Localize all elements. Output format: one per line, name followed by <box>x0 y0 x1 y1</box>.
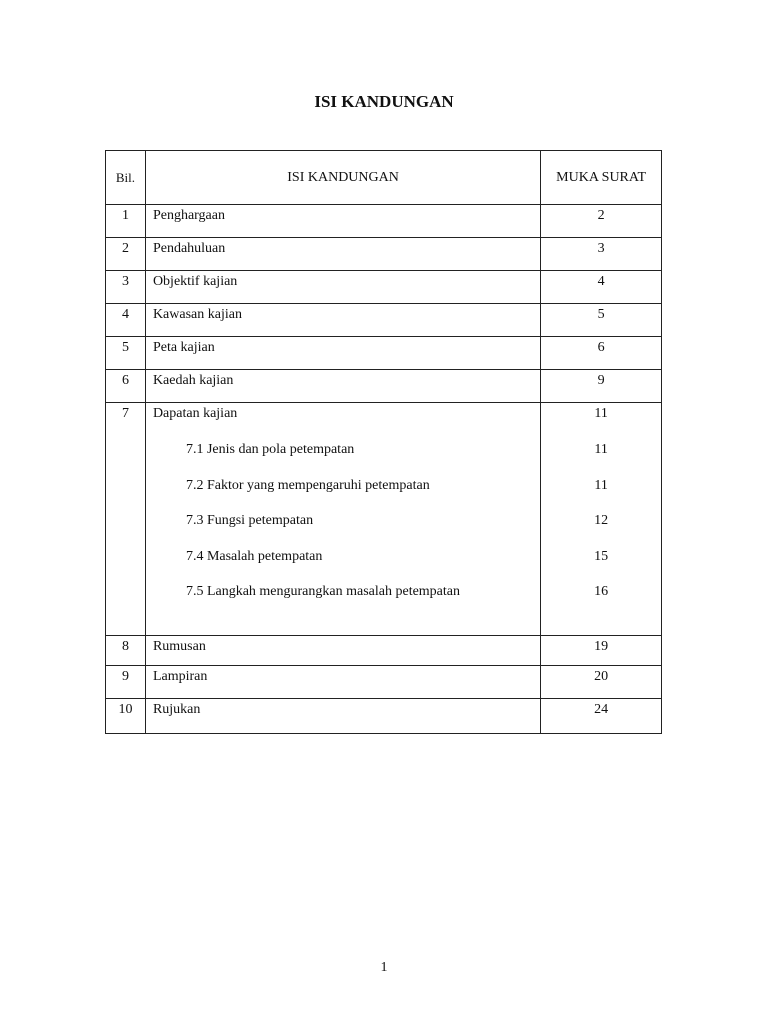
row-page: 5 <box>541 304 662 337</box>
subitem-page: 11 <box>594 477 608 493</box>
table-row-dapatan <box>106 403 662 636</box>
subitem-title: 7.2 Faktor yang mempengaruhi petempatan <box>185 477 430 493</box>
contents-table <box>105 150 662 734</box>
row-number: 3 <box>106 271 146 304</box>
table-header-row <box>106 151 662 205</box>
row-title: Kawasan kajian <box>145 304 540 337</box>
row-title: Rumusan <box>145 636 540 666</box>
header-page: MUKA SURAT <box>541 151 662 205</box>
row-page: 6 <box>541 337 662 370</box>
row-page: 24 <box>541 699 662 734</box>
row-number: 6 <box>106 370 146 403</box>
subitem-title: 7.3 Fungsi petempatan <box>185 513 314 529</box>
row-number: 1 <box>106 205 146 238</box>
row-number: 8 <box>106 636 146 666</box>
table-row <box>106 370 662 403</box>
subitem-page: 16 <box>594 584 609 600</box>
row-title-with-subitems <box>145 403 540 636</box>
table-row <box>106 666 662 699</box>
subitem-title: 7.1 Jenis dan pola petempatan <box>185 442 355 457</box>
row-page: 11 <box>594 406 608 421</box>
table-row <box>106 205 662 238</box>
row-page: 19 <box>541 636 662 666</box>
row-page: 4 <box>541 271 662 304</box>
row-number: 2 <box>106 238 146 271</box>
row-title: Pendahuluan <box>145 238 540 271</box>
subitem-page: 15 <box>594 548 609 564</box>
row-page: 9 <box>541 370 662 403</box>
row-title: Rujukan <box>145 699 540 734</box>
row-title: Kaedah kajian <box>145 370 540 403</box>
subitem-page: 12 <box>594 513 609 529</box>
subitem-page: 11 <box>594 442 608 457</box>
table-row <box>106 304 662 337</box>
row-number: 5 <box>106 337 146 370</box>
page-title: ISI KANDUNGAN <box>314 92 454 111</box>
row-number: 4 <box>106 304 146 337</box>
table-row <box>106 271 662 304</box>
row-number: 10 <box>106 699 146 734</box>
row-title: Objektif kajian <box>145 271 540 304</box>
row-title: Penghargaan <box>145 205 540 238</box>
row-title: Peta kajian <box>145 337 540 370</box>
row-number: 9 <box>106 666 146 699</box>
row-number: 7 <box>106 403 146 636</box>
table-row <box>106 636 662 666</box>
row-pages-with-subitems <box>541 403 662 636</box>
row-title: Lampiran <box>145 666 540 699</box>
row-page: 20 <box>541 666 662 699</box>
table-row <box>106 238 662 271</box>
row-title: Dapatan kajian <box>152 406 238 421</box>
row-page: 2 <box>541 205 662 238</box>
subitem-title: 7.4 Masalah petempatan <box>185 548 323 564</box>
subitem-title: 7.5 Langkah mengurangkan masalah petempatan <box>185 584 461 600</box>
row-page: 3 <box>541 238 662 271</box>
page-number: 1 <box>380 960 388 975</box>
table-row <box>106 699 662 734</box>
header-contents: ISI KANDUNGAN <box>145 151 540 205</box>
header-bil: Bil. <box>106 151 146 205</box>
table-row <box>106 337 662 370</box>
